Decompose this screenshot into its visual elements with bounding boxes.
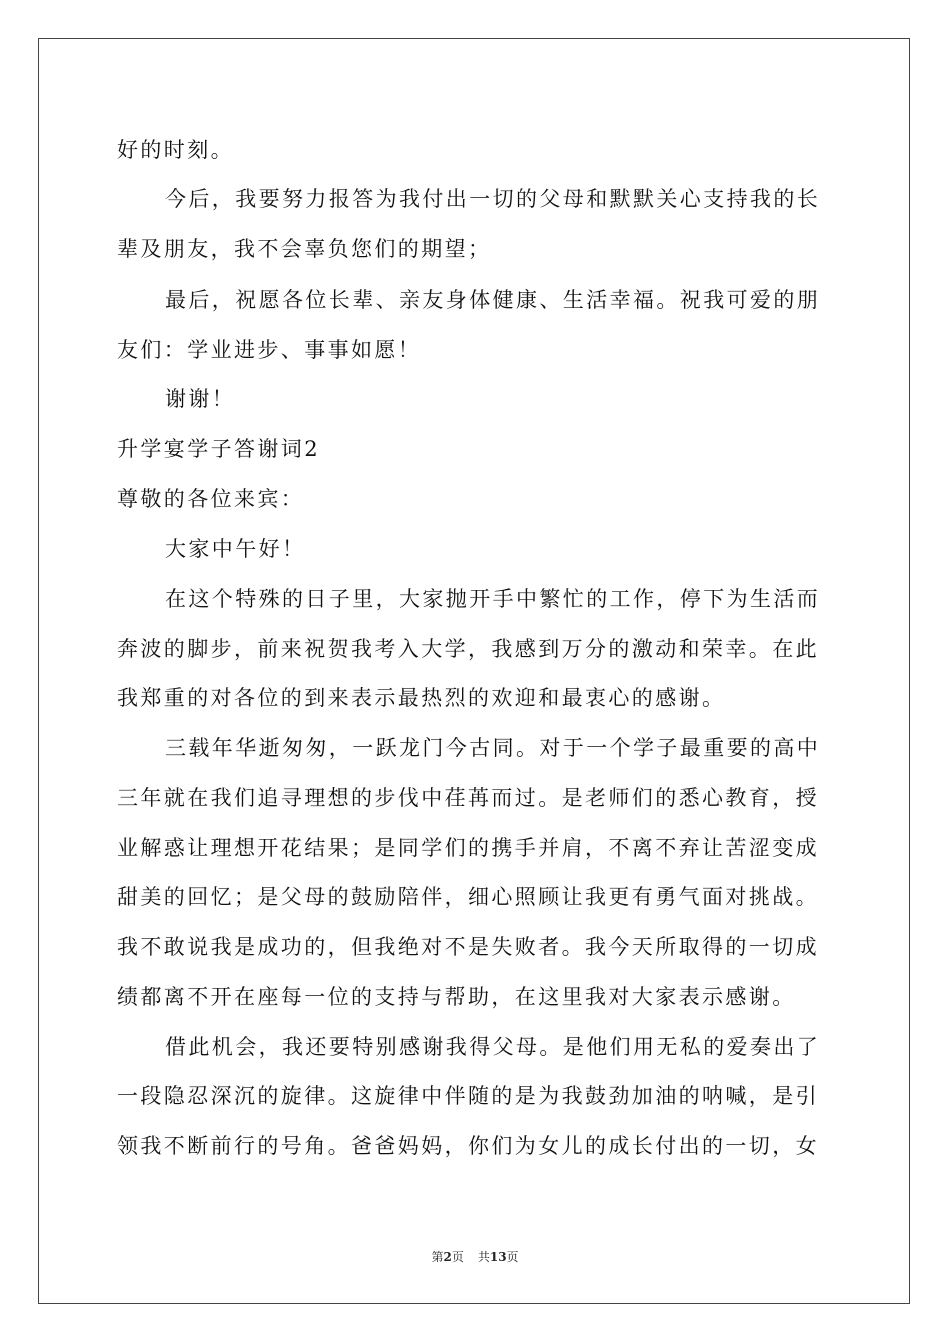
salutation: 尊敬的各位来宾： xyxy=(117,487,305,511)
page-number: 2 xyxy=(443,1250,452,1264)
text-line: 谢谢！ xyxy=(165,387,236,411)
total-pages: 13 xyxy=(489,1250,507,1264)
page-footer xyxy=(0,1248,950,1265)
text-line: 一段隐忍深沉的旋律。这旋律中伴随的是为我鼓劲加油的呐喊，是引 xyxy=(117,1084,819,1108)
text-line: 甜美的回忆；是父母的鼓励陪伴，细心照顾让我更有勇气面对挑战。 xyxy=(117,885,819,909)
section-title: 升学宴学子答谢词2 xyxy=(117,437,320,461)
text-line: 我不敢说我是成功的，但我绝对不是失败者。我今天所取得的一切成 xyxy=(117,935,819,959)
text-line: 今后，我要努力报答为我付出一切的父母和默默关心支持我的长 xyxy=(165,187,821,211)
text-line: 友们：学业进步、事事如愿！ xyxy=(117,338,422,362)
text-line: 好的时刻。 xyxy=(117,138,234,162)
text-line: 领我不断前行的号角。爸爸妈妈，你们为女儿的成长付出的一切，女 xyxy=(117,1134,819,1158)
page-border xyxy=(38,38,910,1304)
text-line: 借此机会，我还要特别感谢我得父母。是他们用无私的爱奏出了 xyxy=(165,1035,821,1059)
total-prefix: 共 xyxy=(477,1250,490,1264)
text-line: 我郑重的对各位的到来表示最热烈的欢迎和最衷心的感谢。 xyxy=(117,686,726,710)
text-line: 奔波的脚步，前来祝贺我考入大学，我感到万分的激动和荣幸。在此 xyxy=(117,637,819,661)
greeting: 大家中午好！ xyxy=(165,537,306,561)
text-line: 辈及朋友，我不会辜负您们的期望； xyxy=(117,237,492,261)
total-suffix: 页 xyxy=(506,1250,519,1264)
text-line: 三年就在我们追寻理想的步伐中荏苒而过。是老师们的悉心教育，授 xyxy=(117,786,819,810)
page-suffix: 页 xyxy=(451,1250,464,1264)
text-line: 绩都离不开在座每一位的支持与帮助，在这里我对大家表示感谢。 xyxy=(117,985,796,1009)
text-line: 业解惑让理想开花结果；是同学们的携手并肩，不离不弃让苦涩变成 xyxy=(117,836,819,860)
text-line: 在这个特殊的日子里，大家抛开手中繁忙的工作，停下为生活而 xyxy=(165,587,821,611)
text-line: 三载年华逝匆匆，一跃龙门今古同。对于一个学子最重要的高中 xyxy=(165,736,821,760)
text-line: 最后，祝愿各位长辈、亲友身体健康、生活幸福。祝我可爱的朋 xyxy=(165,288,821,312)
page-prefix: 第 xyxy=(431,1250,444,1264)
